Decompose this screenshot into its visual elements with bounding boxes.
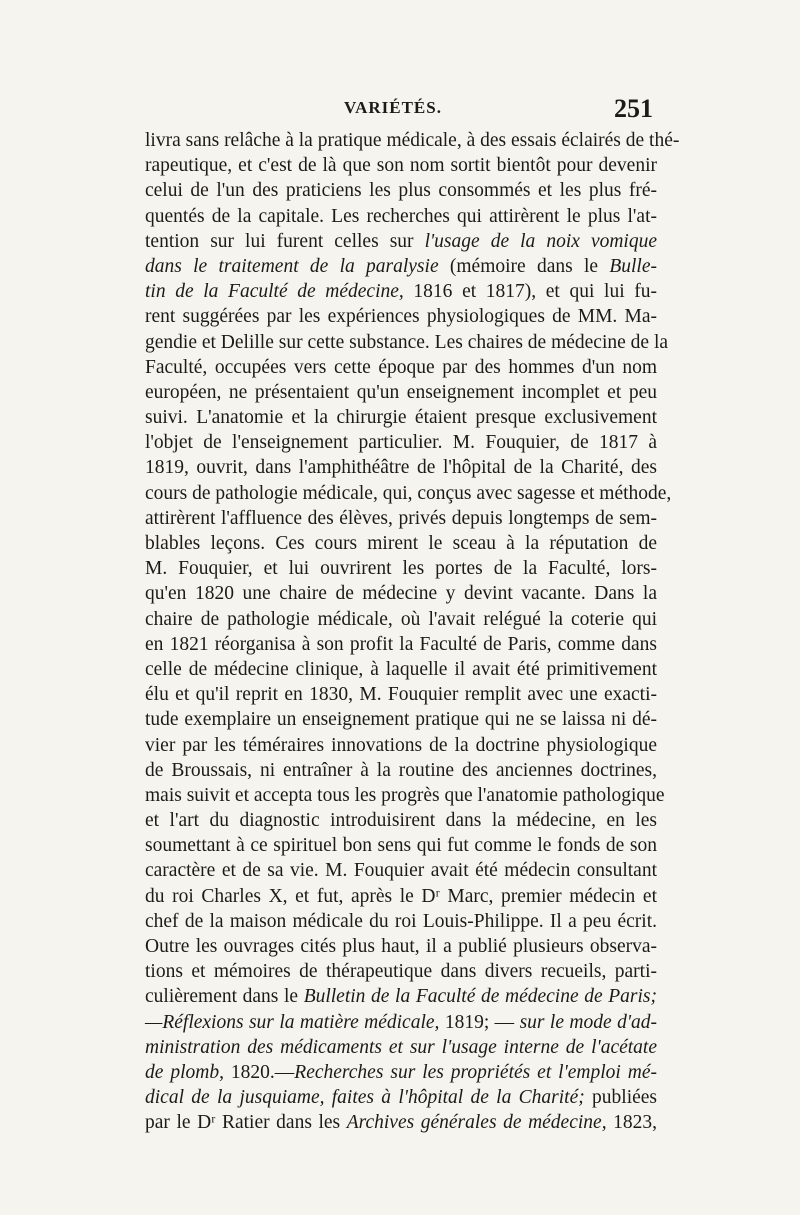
text-line bbox=[145, 178, 657, 203]
text-run: chaire de pathologie médicale, où l'avait relégué la coterie qui bbox=[145, 608, 657, 630]
text-line bbox=[145, 707, 657, 732]
text-line bbox=[145, 959, 657, 984]
italic-run: dical de la jusquiame, faites à l'hôpital de la Charité; bbox=[145, 1087, 585, 1109]
text-run: quentés de la capitale. Les recherches qui attirèrent le plus l'at- bbox=[145, 205, 657, 227]
text-line bbox=[145, 506, 657, 531]
italic-run: Bulle- bbox=[609, 255, 657, 277]
text-run: tude exemplaire un enseignement pratique qui ne se laissa ni dé- bbox=[145, 709, 657, 731]
text-run: 1819, ouvrit, dans l'amphithéâtre de l'hôpital de la Charité, des bbox=[145, 457, 657, 479]
text-run: celle de médecine clinique, à laquelle il avait été primitivement bbox=[145, 658, 657, 680]
text-run: 1823, bbox=[606, 1112, 658, 1134]
text-run: par le Dʳ Ratier dans les bbox=[145, 1112, 347, 1134]
text-line bbox=[145, 884, 657, 909]
text-run: Outre les ouvrages cités plus haut, il a publié plusieurs observa- bbox=[145, 936, 657, 957]
text-line bbox=[145, 405, 657, 430]
text-line bbox=[145, 1035, 657, 1060]
running-title: VARIÉTÉS. bbox=[344, 98, 442, 117]
text-line bbox=[145, 254, 657, 279]
text-run: attirèrent l'affluence des élèves, privés depuis longtemps de sem- bbox=[145, 507, 657, 529]
text-line bbox=[145, 355, 657, 380]
text-run: chef de la maison médicale du roi Louis-Philippe. Il a peu écrit. bbox=[145, 910, 657, 932]
text-run: rent suggérées par les expériences physiologiques de MM. Ma- bbox=[145, 306, 657, 328]
text-run: celui de l'un des praticiens les plus consommés et les plus fré- bbox=[145, 180, 657, 202]
text-line bbox=[145, 204, 657, 229]
text-line bbox=[145, 128, 680, 153]
text-run: gendie et Delille sur cette substance. Les chaires de médecine de la bbox=[145, 331, 669, 353]
italic-run: de plomb, bbox=[145, 1061, 224, 1083]
text-line bbox=[145, 1010, 657, 1035]
text-run: publiées bbox=[584, 1087, 658, 1109]
text-line bbox=[145, 1085, 657, 1110]
text-line bbox=[145, 1110, 657, 1135]
text-line bbox=[145, 783, 665, 808]
text-line bbox=[145, 556, 657, 581]
text-run: M. Fouquier, et lui ouvrirent les portes de la Faculté, lors- bbox=[145, 558, 657, 580]
text-line bbox=[145, 330, 669, 355]
text-run: rapeutique, et c'est de là que son nom sortit bientôt pour devenir bbox=[145, 155, 657, 177]
page-number: 251 bbox=[614, 94, 653, 123]
text-line bbox=[145, 279, 657, 304]
text-run: tions et mémoires de thérapeutique dans divers recueils, parti- bbox=[145, 961, 657, 983]
text-run: (mémoire dans le bbox=[438, 255, 610, 277]
italic-run: Bulletin de la Faculté de médecine de Paris; bbox=[303, 986, 657, 1008]
italic-run: Archives générales de médecine, bbox=[346, 1112, 607, 1134]
text-line bbox=[145, 733, 657, 758]
text-line bbox=[145, 833, 657, 858]
text-run: cours de pathologie médicale, qui, conçus avec sagesse et méthode, bbox=[145, 482, 672, 504]
text-line bbox=[145, 984, 657, 1009]
text-run: en 1821 réorganisa à son profit la Faculté de Paris, comme dans bbox=[145, 633, 657, 655]
text-line bbox=[145, 632, 657, 657]
italic-run: l'usage de la noix vomique bbox=[424, 230, 658, 252]
text-line bbox=[145, 304, 657, 329]
text-line bbox=[145, 657, 657, 682]
text-line bbox=[145, 581, 657, 606]
page-header bbox=[148, 96, 653, 126]
text-run: l'objet de l'enseignement particulier. M. Fouquier, de 1817 à bbox=[145, 432, 657, 454]
text-run: du roi Charles X, et fut, après le Dʳ Marc, premier médecin et bbox=[145, 885, 657, 907]
text-line bbox=[145, 455, 657, 480]
text-line bbox=[145, 682, 657, 707]
text-line bbox=[145, 1060, 657, 1085]
text-run: mais suivit et accepta tous les progrès que l'anatomie pathologique bbox=[145, 784, 665, 806]
text-run: et l'art du diagnostic introduisirent dans la médecine, en les bbox=[145, 810, 657, 832]
text-run: 1820.— bbox=[223, 1061, 295, 1083]
body-text bbox=[145, 128, 680, 1136]
text-run: 1816 et 1817), et qui lui fu- bbox=[403, 281, 657, 303]
italic-run: Recherches sur les propriétés et l'emploi mé- bbox=[294, 1061, 658, 1083]
text-run: européen, ne présentaient qu'un enseignement incomplet et peu bbox=[145, 381, 657, 403]
italic-run: tin de la Faculté de médecine, bbox=[145, 281, 404, 303]
text-line bbox=[145, 808, 657, 833]
text-run: élu et qu'il reprit en 1830, M. Fouquier remplit avec une exacti- bbox=[145, 684, 657, 706]
text-run: culièrement dans le bbox=[145, 986, 304, 1008]
text-run: livra sans relâche à la pratique médicale, à des essais éclairés de thé- bbox=[145, 130, 680, 151]
text-line bbox=[145, 380, 657, 405]
text-run: Faculté, occupées vers cette époque par des hommes d'un nom bbox=[145, 356, 657, 378]
text-run: suivi. L'anatomie et la chirurgie étaient presque exclusivement bbox=[145, 407, 657, 429]
text-line bbox=[145, 229, 657, 254]
italic-run: dans le traitement de la paralysie bbox=[145, 255, 439, 277]
italic-run: —Réflexions sur la matière médicale, bbox=[145, 1011, 440, 1033]
text-run: soumettant à ce spirituel bon sens qui fut comme le fonds de son bbox=[145, 835, 657, 857]
text-line bbox=[145, 153, 657, 178]
text-line bbox=[145, 481, 672, 506]
text-run: qu'en 1820 une chaire de médecine y devint vacante. Dans la bbox=[145, 583, 657, 605]
text-line bbox=[145, 607, 657, 632]
italic-run: sur le mode d'ad- bbox=[519, 1011, 657, 1033]
text-line bbox=[145, 934, 657, 959]
text-line bbox=[145, 909, 657, 934]
text-line bbox=[145, 430, 657, 455]
text-run: de Broussais, ni entraîner à la routine des anciennes doctrines, bbox=[145, 759, 657, 781]
text-line bbox=[145, 531, 657, 556]
text-line bbox=[145, 858, 657, 883]
italic-run: ministration des médicaments et sur l'usage interne de l'acétate bbox=[145, 1036, 657, 1058]
text-run: blables leçons. Ces cours mirent le sceau à la réputation de bbox=[145, 533, 657, 554]
text-run: vier par les téméraires innovations de la doctrine physiologique bbox=[145, 734, 657, 756]
text-run: 1819; — bbox=[439, 1011, 520, 1033]
text-run: caractère et de sa vie. M. Fouquier avait été médecin consultant bbox=[145, 860, 657, 882]
text-line bbox=[145, 758, 657, 783]
text-run: tention sur lui furent celles sur bbox=[145, 230, 425, 252]
